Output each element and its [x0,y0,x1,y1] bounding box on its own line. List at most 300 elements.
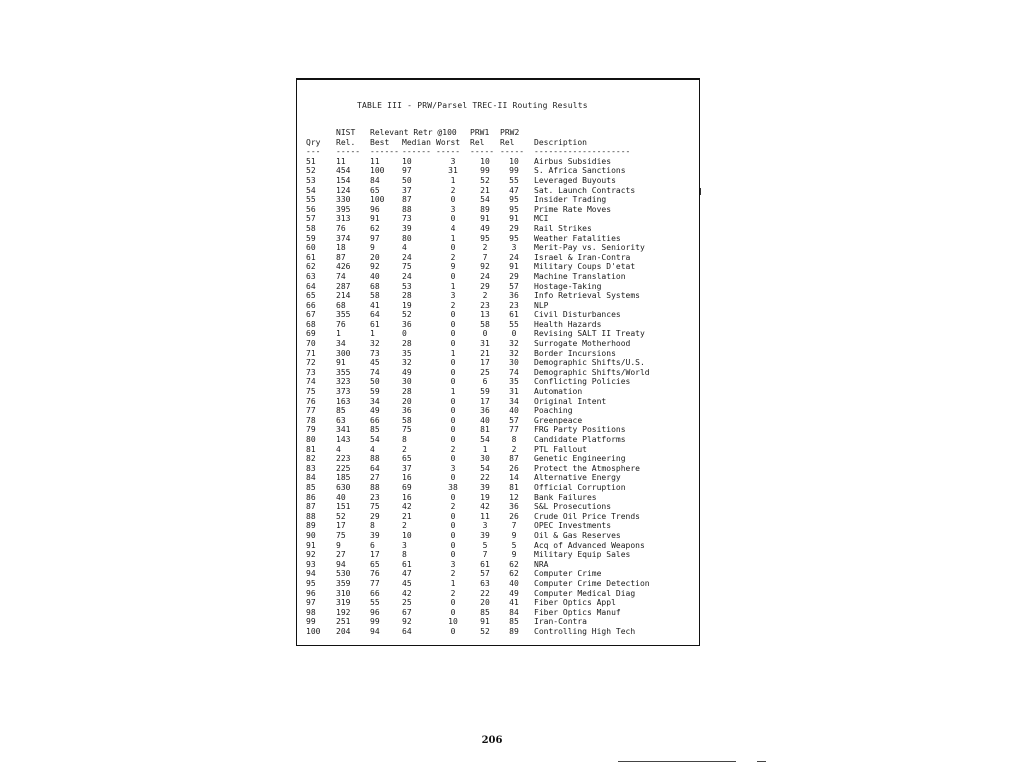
worst-cell: 2 [450,444,456,454]
prw2-rel-cell: 9 [511,550,517,560]
nist-rel-cell: 426 [336,262,351,272]
prw2-rel-cell: 55 [509,319,519,329]
worst-cell: 3 [450,559,456,569]
prw2-rel-cell: 3 [511,243,517,253]
prw2-rel-cell: 57 [509,281,519,291]
qry-cell: 85 [306,482,316,492]
median-cell: 67 [402,607,412,617]
nist-rel-cell: 530 [336,569,351,579]
median-cell: 16 [402,492,412,502]
qry-cell: 75 [306,387,316,397]
description-cell: Demographic Shifts/U.S. [534,358,645,368]
median-cell: 2 [402,521,407,531]
prw2-rel-cell: 36 [509,291,519,301]
prw1-rel-cell: 7 [482,550,488,560]
table-row [306,272,650,282]
qry-cell: 54 [306,185,316,195]
description-cell: Crude Oil Price Trends [534,511,640,521]
prw1-rel-cell: 20 [480,598,490,608]
nist-rel-cell: 94 [336,559,346,569]
prw1-rel-cell: 54 [480,435,490,444]
worst-cell: 0 [450,214,456,224]
table-row [306,349,650,359]
nist-rel-cell: 1 [336,329,341,339]
qry-cell: 61 [306,252,316,262]
header-cell: Median [402,137,431,147]
description-cell: Info Retrieval Systems [534,291,640,301]
nist-rel-cell: 85 [336,406,346,416]
prw1-rel-cell: 57 [480,569,490,579]
nist-rel-cell: 395 [336,204,351,214]
best-cell: 65 [370,559,380,569]
worst-cell: 0 [450,367,456,377]
description-cell: Health Hazards [534,319,602,329]
median-cell: 21 [402,511,412,521]
best-cell: 100 [370,166,385,176]
description-cell: Fiber Optics Appl [534,598,616,608]
prw2-rel-cell: 55 [509,175,519,185]
nist-rel-cell: 287 [336,281,351,291]
description-cell: Civil Disturbances [534,310,621,320]
nist-rel-cell: 374 [336,233,351,243]
median-cell: 53 [402,281,412,291]
table-row [306,253,650,263]
prw2-rel-cell: 95 [509,204,519,214]
best-cell: 9 [370,243,375,253]
table-row [306,608,650,618]
worst-cell: 9 [450,262,456,272]
header-row-top [306,128,650,138]
qry-cell: 72 [306,358,316,368]
table-row [306,301,650,311]
prw1-rel-cell: 81 [480,425,490,435]
qry-cell: 51 [306,156,316,166]
description-cell: Poaching [534,406,573,416]
qry-cell: 79 [306,425,316,435]
nist-rel-cell: 68 [336,300,346,310]
qry-cell: 52 [306,166,316,176]
median-cell: 75 [402,425,412,435]
best-cell: 4 [370,444,375,454]
worst-cell: 0 [450,540,456,550]
nist-rel-cell: 359 [336,578,351,588]
worst-cell: 0 [450,339,456,349]
table-row [306,195,650,205]
table-row [306,358,650,368]
prw2-rel-cell: 57 [509,415,519,425]
median-cell: 28 [402,339,412,349]
qry-cell: 96 [306,588,316,598]
best-cell: 62 [370,223,380,233]
description-cell: Protect the Atmosphere [534,463,640,473]
prw2-rel-cell: 34 [509,396,519,406]
worst-cell: 10 [448,617,458,627]
nist-rel-cell: 18 [336,243,346,253]
prw2-rel-cell: 36 [509,502,519,512]
description-cell: Greenpeace [534,415,583,425]
table-row [306,377,650,387]
best-cell: 65 [370,185,380,195]
median-cell: 65 [402,454,412,464]
median-cell: 88 [402,204,412,214]
description-cell: Hostage-Taking [534,281,602,291]
median-cell: 39 [402,223,412,233]
prw2-rel-cell: 26 [509,463,519,473]
qry-cell: 55 [306,195,316,205]
prw2-rel-cell: 14 [509,473,519,483]
qry-cell: 89 [306,521,316,531]
table-row [306,531,650,541]
worst-cell: 0 [450,454,456,464]
qry-cell: 97 [306,598,316,608]
description-cell: Merit-Pay vs. Seniority [534,243,645,253]
prw2-rel-cell: 91 [509,262,519,272]
description-cell: Official Corruption [534,482,626,492]
qry-cell: 70 [306,339,316,349]
median-cell: 24 [402,252,412,262]
prw2-rel-cell: 23 [509,300,519,310]
prw1-rel-cell: 5 [482,540,488,550]
prw1-rel-cell: 36 [480,406,490,416]
table-row [306,589,650,599]
prw2-rel-cell: 61 [509,310,519,320]
header-cell: PRW2 [500,128,520,137]
best-cell: 73 [370,348,380,358]
table-row [306,214,650,224]
header-cell: PRW1 [470,128,490,137]
median-cell: 8 [402,435,407,444]
worst-cell: 0 [450,435,456,444]
table-row [306,234,650,244]
nist-rel-cell: 76 [336,223,346,233]
prw1-rel-cell: 91 [480,617,490,627]
header-rule: ----- [436,147,461,157]
nist-rel-cell: 27 [336,550,346,560]
best-cell: 75 [370,502,380,512]
median-cell: 73 [402,214,412,224]
description-cell: Computer Medical Diag [534,588,636,598]
worst-cell: 38 [448,482,458,492]
median-cell: 30 [402,377,412,387]
nist-rel-cell: 4 [336,444,341,454]
prw1-rel-cell: 58 [480,319,490,329]
table-row [306,483,650,493]
prw2-rel-cell: 74 [509,367,519,377]
best-cell: 91 [370,214,380,224]
prw2-rel-cell: 95 [509,195,519,205]
description-cell: Acq of Advanced Weapons [534,540,645,550]
prw2-rel-cell: 32 [509,348,519,358]
worst-cell: 1 [450,578,456,588]
nist-rel-cell: 454 [336,166,351,176]
median-cell: 87 [402,195,412,205]
prw2-rel-cell: 0 [511,329,517,339]
table-row [306,560,650,570]
worst-cell: 2 [450,502,456,512]
description-cell: MCI [534,214,549,224]
prw2-rel-cell: 26 [509,511,519,521]
description-cell: Military Coups D'etat [534,262,636,272]
qry-cell: 57 [306,214,316,224]
qry-cell: 100 [306,626,321,636]
qry-cell: 90 [306,530,316,540]
worst-cell: 1 [450,175,456,185]
prw1-rel-cell: 40 [480,415,490,425]
best-cell: 29 [370,511,380,521]
median-cell: 3 [402,540,407,550]
worst-cell: 0 [450,550,456,560]
nist-rel-cell: 355 [336,310,351,320]
median-cell: 45 [402,578,412,588]
worst-cell: 3 [450,156,456,166]
nist-rel-cell: 34 [336,339,346,349]
qry-cell: 78 [306,415,316,425]
description-cell: NLP [534,300,549,310]
description-cell: Prime Rate Moves [534,204,612,214]
worst-cell: 0 [450,195,456,205]
worst-cell: 0 [450,607,456,617]
best-cell: 49 [370,406,380,416]
prw1-rel-cell: 0 [482,329,488,339]
table-row [306,291,650,301]
prw2-rel-cell: 40 [509,406,519,416]
worst-cell: 0 [450,521,456,531]
worst-cell: 1 [450,281,456,291]
description-cell: PTL Fallout [534,444,587,454]
header-rule: ----- [336,147,361,157]
table-row [306,425,650,435]
qry-cell: 92 [306,550,316,560]
prw2-rel-cell: 41 [509,598,519,608]
table-row [306,368,650,378]
median-cell: 8 [402,550,407,560]
qry-cell: 99 [306,617,316,627]
footer-rule [618,761,736,762]
header-cell: NIST [336,128,356,137]
prw2-rel-cell: 7 [511,521,517,531]
qry-cell: 71 [306,348,316,358]
description-cell: Genetic Engineering [534,454,626,464]
nist-rel-cell: 319 [336,598,351,608]
table-frame [296,78,700,646]
header-rule: ------ [370,147,399,157]
qry-cell: 65 [306,291,316,301]
median-cell: 64 [402,626,412,636]
best-cell: 27 [370,473,380,483]
prw1-rel-cell: 19 [480,492,490,502]
nist-rel-cell: 40 [336,492,346,502]
worst-cell: 31 [448,166,458,176]
nist-rel-cell: 630 [336,482,351,492]
worst-cell: 0 [450,396,456,406]
table-row [306,512,650,522]
prw1-rel-cell: 92 [480,262,490,272]
worst-cell: 0 [450,415,456,425]
worst-cell: 0 [450,406,456,416]
best-cell: 84 [370,175,380,185]
best-cell: 41 [370,300,380,310]
prw2-rel-cell: 10 [509,156,519,166]
qry-cell: 94 [306,569,316,579]
prw2-rel-cell: 2 [511,444,517,454]
table-row [306,493,650,503]
prw1-rel-cell: 6 [482,377,488,387]
table-row [306,282,650,292]
nist-rel-cell: 373 [336,387,351,397]
description-cell: Controlling High Tech [534,626,636,636]
qry-cell: 58 [306,223,316,233]
nist-rel-cell: 151 [336,502,351,512]
description-cell: OPEC Investments [534,521,612,531]
prw2-rel-cell: 8 [511,435,517,444]
median-cell: 36 [402,319,412,329]
qry-cell: 84 [306,473,316,483]
nist-rel-cell: 9 [336,540,341,550]
description-cell: Oil & Gas Reserves [534,530,621,540]
table-row [306,310,650,320]
best-cell: 20 [370,252,380,262]
prw1-rel-cell: 42 [480,502,490,512]
worst-cell: 0 [450,271,456,281]
best-cell: 58 [370,291,380,301]
prw1-rel-cell: 63 [480,578,490,588]
table-row [306,579,650,589]
median-cell: 52 [402,310,412,320]
best-cell: 6 [370,540,375,550]
nist-rel-cell: 52 [336,511,346,521]
best-cell: 100 [370,195,385,205]
nist-rel-cell: 330 [336,195,351,205]
best-cell: 40 [370,271,380,281]
best-cell: 88 [370,454,380,464]
prw2-rel-cell: 95 [509,233,519,243]
nist-rel-cell: 17 [336,521,346,531]
best-cell: 88 [370,482,380,492]
header-cell: Rel [470,137,485,147]
best-cell: 99 [370,617,380,627]
qry-cell: 93 [306,559,316,569]
worst-cell: 0 [450,473,456,483]
median-cell: 36 [402,406,412,416]
table-row [306,416,650,426]
header-cell: Relevant Retr @100 [370,128,457,137]
prw2-rel-cell: 62 [509,559,519,569]
qry-cell: 53 [306,175,316,185]
best-cell: 96 [370,204,380,214]
prw1-rel-cell: 31 [480,339,490,349]
worst-cell: 2 [450,300,456,310]
header-rule-row [306,147,650,157]
prw2-rel-cell: 84 [509,607,519,617]
description-cell: Automation [534,387,583,397]
nist-rel-cell: 355 [336,367,351,377]
worst-cell: 0 [450,377,456,387]
qry-cell: 86 [306,492,316,502]
prw1-rel-cell: 2 [482,243,488,253]
prw1-rel-cell: 10 [480,156,490,166]
header-cell: Rel. [336,137,356,147]
worst-cell: 0 [450,243,456,253]
nist-rel-cell: 74 [336,271,346,281]
table-row [306,166,650,176]
prw1-rel-cell: 52 [480,175,490,185]
prw1-rel-cell: 95 [480,233,490,243]
qry-cell: 73 [306,367,316,377]
median-cell: 10 [402,530,412,540]
qry-cell: 91 [306,540,316,550]
table-row [306,502,650,512]
best-cell: 77 [370,578,380,588]
qry-cell: 66 [306,300,316,310]
description-cell: Weather Fatalities [534,233,621,243]
prw1-rel-cell: 21 [480,185,490,195]
worst-cell: 2 [450,252,456,262]
best-cell: 23 [370,492,380,502]
best-cell: 66 [370,588,380,598]
header-rule: --- [306,147,321,157]
median-cell: 28 [402,291,412,301]
prw2-rel-cell: 91 [509,214,519,224]
best-cell: 61 [370,319,380,329]
header-cell: Best [370,137,390,147]
prw2-rel-cell: 62 [509,569,519,579]
nist-rel-cell: 313 [336,214,351,224]
nist-rel-cell: 154 [336,175,351,185]
prw2-rel-cell: 77 [509,425,519,435]
prw2-rel-cell: 30 [509,358,519,368]
prw1-rel-cell: 91 [480,214,490,224]
table-row [306,329,650,339]
prw2-rel-cell: 12 [509,492,519,502]
description-cell: Border Incursions [534,348,616,358]
prw2-rel-cell: 99 [509,166,519,176]
prw1-rel-cell: 54 [480,463,490,473]
prw1-rel-cell: 24 [480,271,490,281]
median-cell: 75 [402,262,412,272]
worst-cell: 1 [450,233,456,243]
prw1-rel-cell: 52 [480,626,490,636]
prw1-rel-cell: 61 [480,559,490,569]
prw1-rel-cell: 99 [480,166,490,176]
qry-cell: 59 [306,233,316,243]
prw1-rel-cell: 59 [480,387,490,397]
nist-rel-cell: 11 [336,156,346,166]
prw1-rel-cell: 49 [480,223,490,233]
qry-cell: 63 [306,271,316,281]
prw2-rel-cell: 31 [509,387,519,397]
prw1-rel-cell: 3 [482,521,488,531]
header-cell: Description [534,137,587,147]
best-cell: 1 [370,329,375,339]
best-cell: 64 [370,463,380,473]
best-cell: 76 [370,569,380,579]
best-cell: 45 [370,358,380,368]
median-cell: 42 [402,588,412,598]
worst-cell: 0 [450,511,456,521]
prw1-rel-cell: 13 [480,310,490,320]
description-cell: Iran-Contra [534,617,587,627]
prw1-rel-cell: 17 [480,358,490,368]
median-cell: 10 [402,156,412,166]
description-cell: Candidate Platforms [534,435,626,444]
qry-cell: 74 [306,377,316,387]
qry-cell: 60 [306,243,316,253]
median-cell: 80 [402,233,412,243]
median-cell: 35 [402,348,412,358]
best-cell: 66 [370,415,380,425]
description-cell: Rail Strikes [534,223,592,233]
nist-rel-cell: 251 [336,617,351,627]
